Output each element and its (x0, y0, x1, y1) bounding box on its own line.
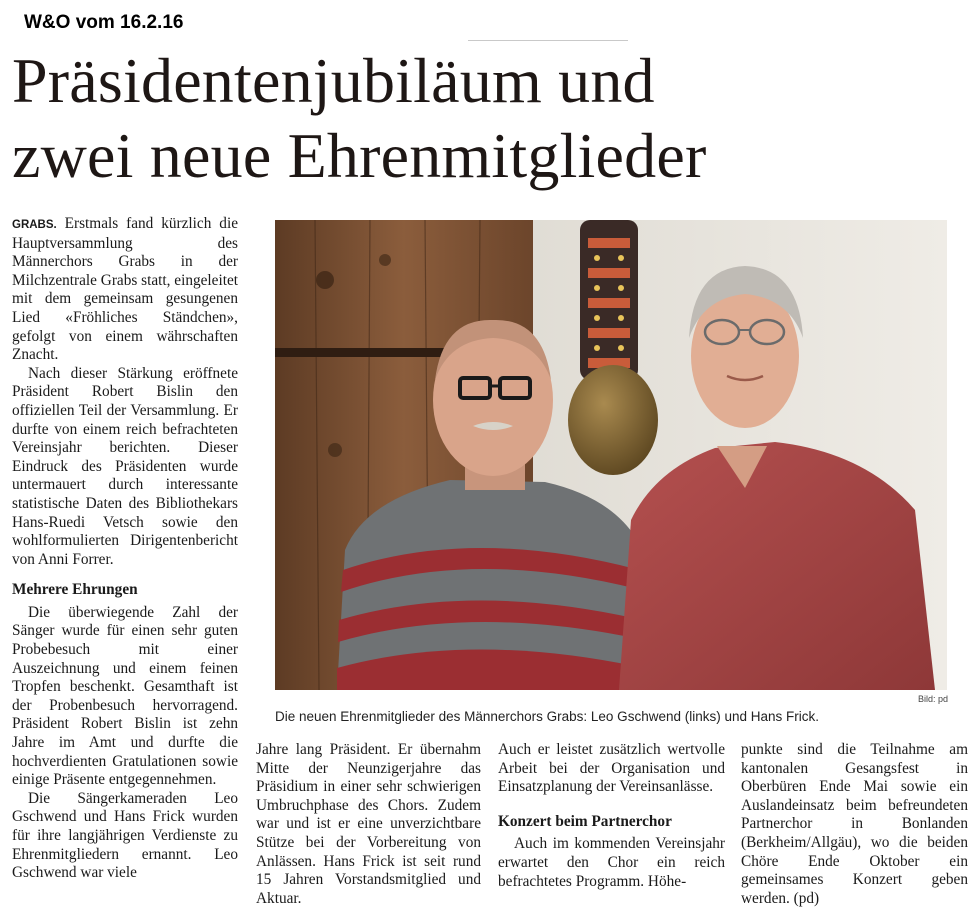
headline (12, 44, 962, 194)
article-column-3 (498, 741, 725, 891)
top-rule (468, 40, 628, 41)
article-column-4 (741, 741, 968, 908)
subheading: Mehrere Ehrungen (12, 581, 138, 599)
article-paragraph: punkte sind die Teilnahme am kantonalen Gesangsfest in Oberbüren Ende Mai sowie ein Auslandeinsatz beim befreundeten Partnerchor in Bonlanden (Berkheim/Allgäu), wo die beiden Chöre Ende Oktober ein gemeinsames Konzert geben werden. (pd) (741, 741, 968, 907)
headline-line-1: Präsidentenjubiläum und (12, 45, 655, 116)
article-column-1 (12, 215, 238, 883)
headline-line-2: zwei neue Ehrenmitglieder (12, 119, 707, 191)
source-label: W&O vom 16.2.16 (24, 12, 184, 33)
photo-caption: Die neuen Ehrenmitglieder des Männerchors Grabs: Leo Gschwend (links) und Hans Frick. (275, 709, 820, 724)
article-paragraph: Auch er leistet zusätzlich wertvolle Arbeit bei der Organisation und Einsatzplanung der Vereinsanlässe. (498, 741, 725, 796)
article-photo (275, 220, 947, 690)
article-paragraph (12, 215, 238, 365)
article-paragraph: Die Sängerkameraden Leo Gschwend und Hans Frick wurden für ihre langjährigen Verdienste zu Ehrenmitgliedern ernannt. Leo Gschwend war viele (12, 789, 238, 882)
paragraph-text: Erstmals fand kürzlich die Hauptversammlung des Männerchors Grabs in der Milchzentrale Grabs statt, eingeleitet mit dem gemeinsam gesungenen Lied «Fröhliches Ständchen», gefolgt von einem währschaften Znacht. (12, 215, 238, 364)
article-column-2 (256, 741, 481, 908)
article-paragraph: Die überwiegende Zahl der Sänger wurde für einen sehr guten Probebesuch mit einer Auszeichnung und einem feinen Tropfen beschenkt. Gesamthaft ist der Probenbesuch hervorragend. Präsident Robert Bislin ist zehn Jahre im Amt und durfte die hochverdienten Gratulationen sowie einige Präsente entgegennehmen. (12, 603, 238, 789)
article-paragraph: Auch im kommenden Vereinsjahr erwartet den Chor ein reich befrachtetes Programm. Höhe- (498, 835, 725, 890)
article-paragraph: Jahre lang Präsident. Er übernahm Mitte der Neunzigerjahre das Präsidium in einer sehr schwierigen Umbruchphase des Chors. Zudem war und ist er eine unverzichtbare Stütze bei der Vorbereitung von Anlässen. Hans Frick ist seit rund 15 Jahren Vorstandsmitglied und Aktuar. (256, 741, 481, 907)
photo-credit: Bild: pd (917, 694, 948, 704)
cowbell (568, 365, 658, 475)
subheading: Konzert beim Partnerchor (498, 812, 672, 830)
dateline: GRABS. (12, 219, 57, 231)
article-paragraph: Nach dieser Stärkung eröffnete Präsident Robert Bislin den offiziellen Teil der Versammlung. Er durfte von einem reich befrachteten Vereinsjahr berichten. Dieser Eindruck des Präsidenten wurde untermauert durch interessante statistische Daten des Bibliothekars Hans-Ruedi Vetsch sowie den wohlformulierten Dirigentenbericht von Anni Forrer. (12, 364, 238, 568)
